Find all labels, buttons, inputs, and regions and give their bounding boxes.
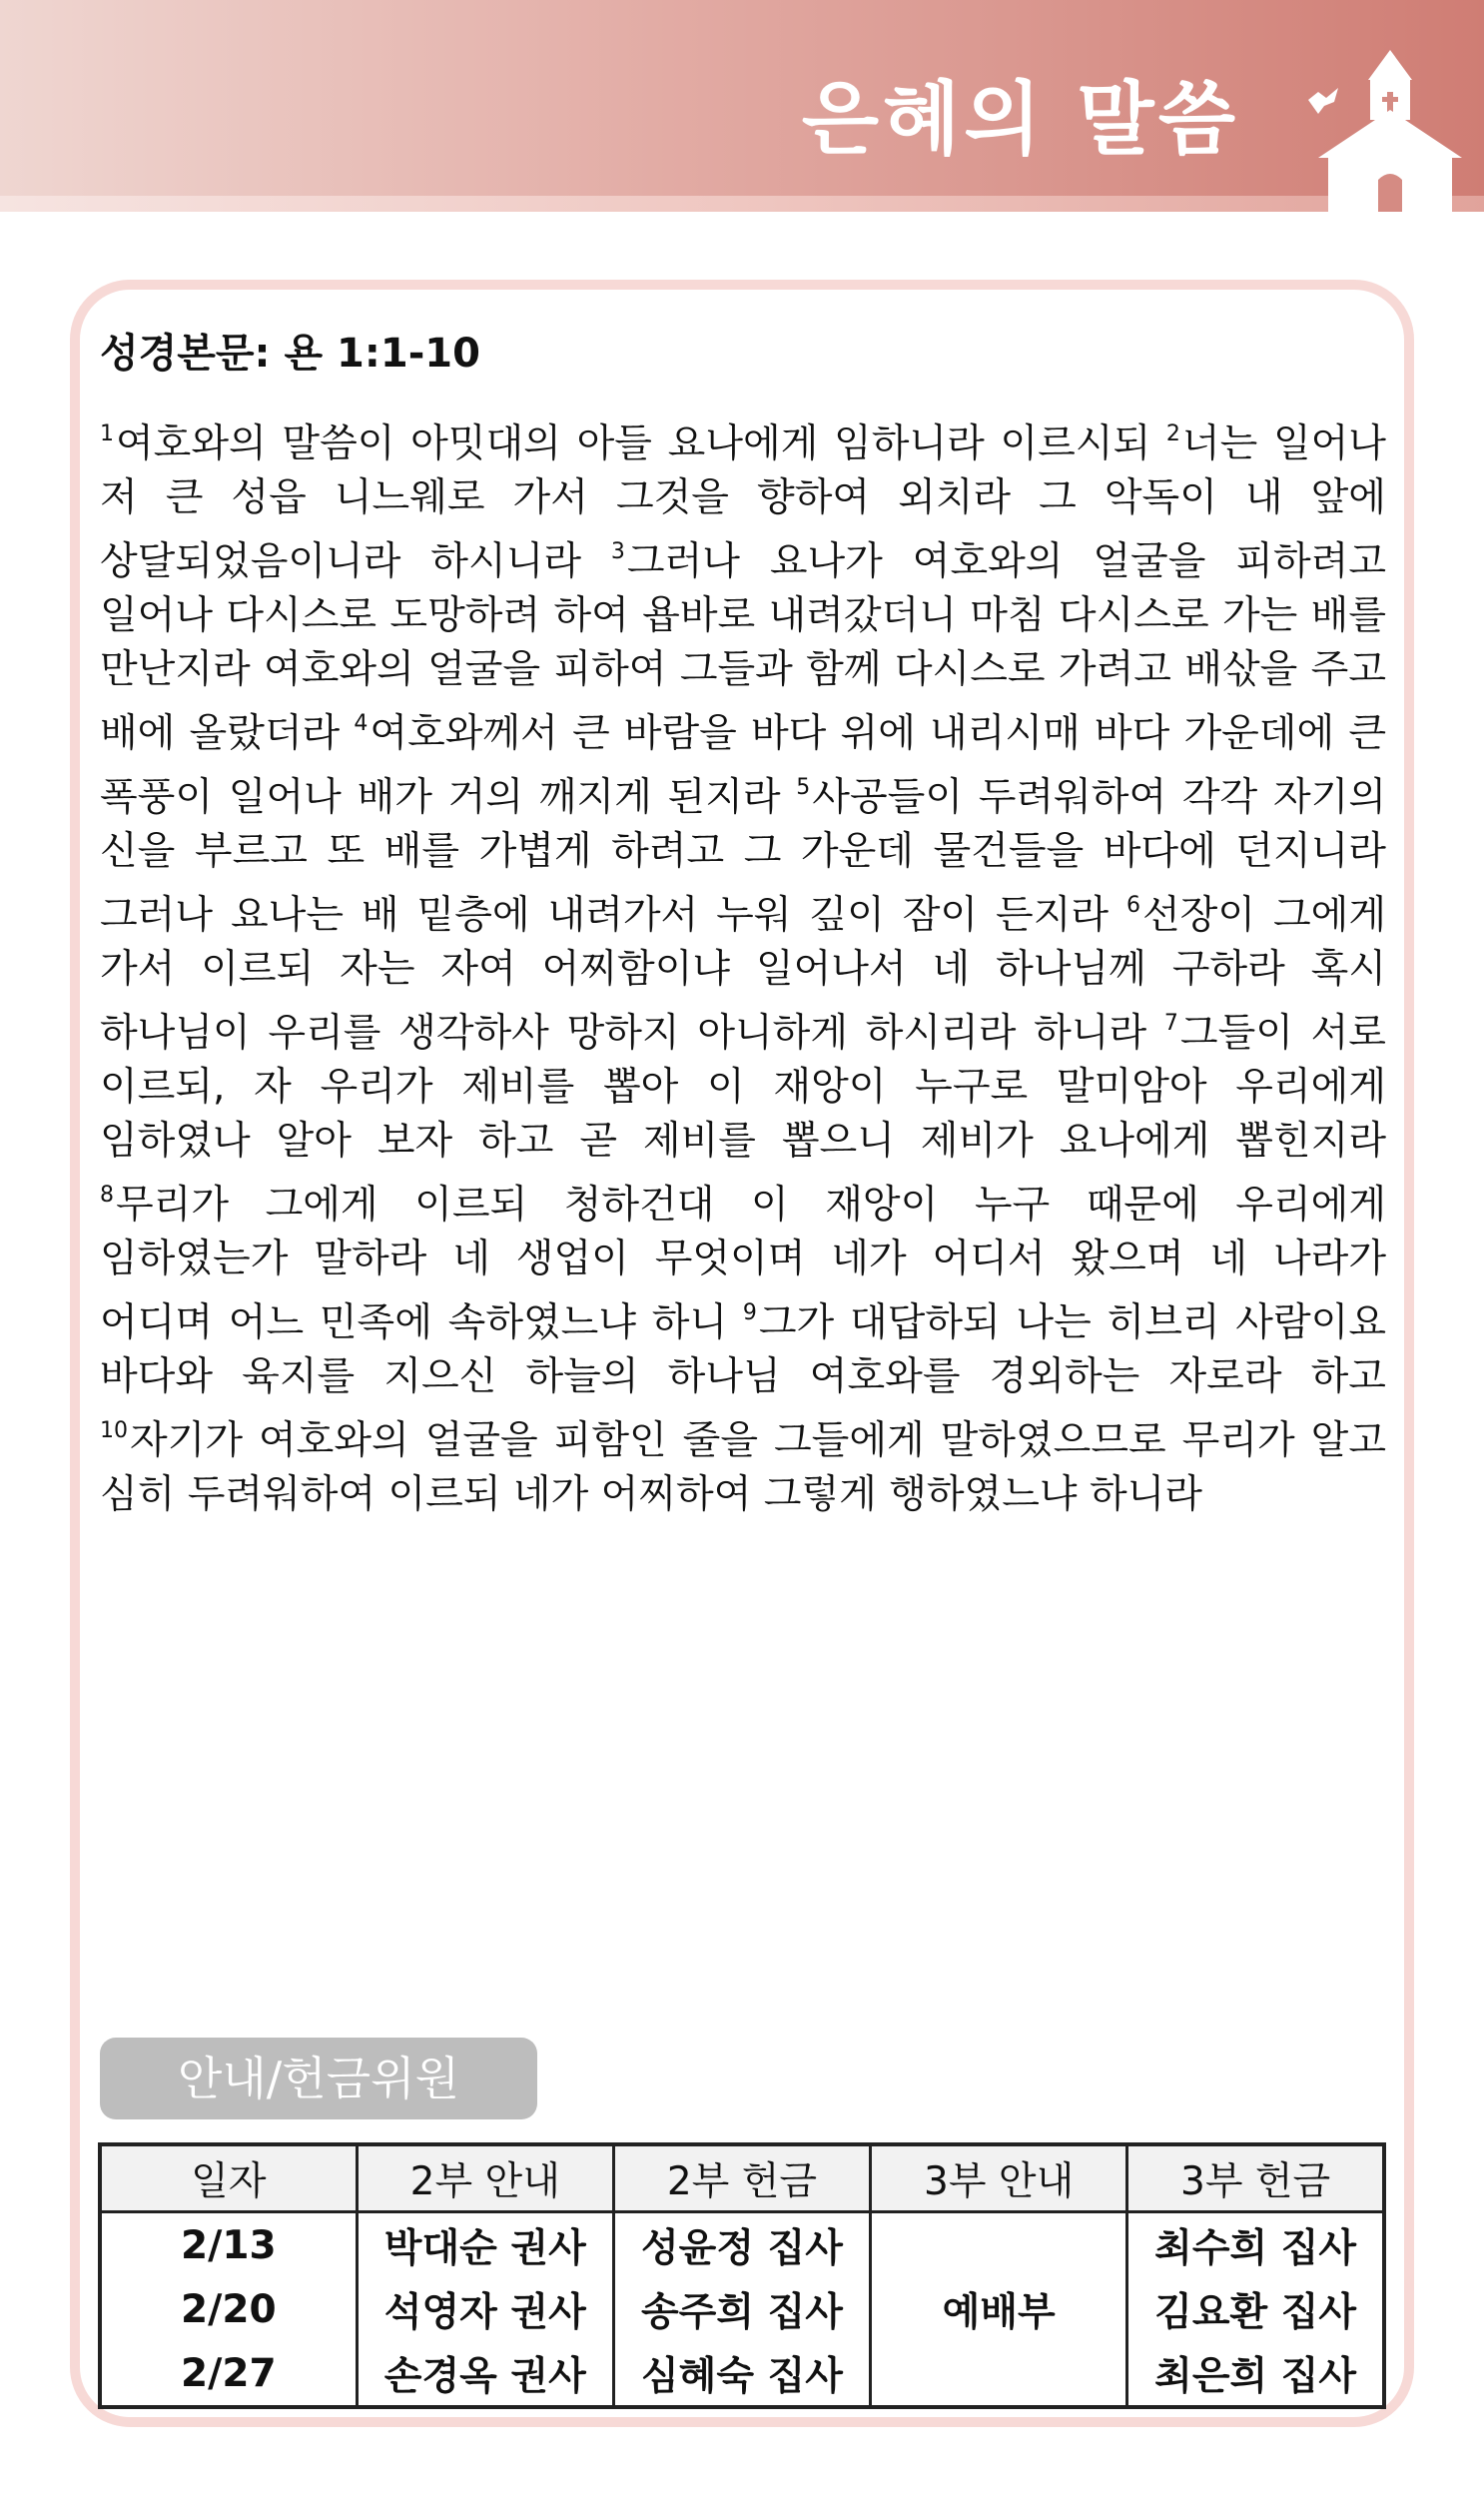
table-header-row (100, 2144, 1384, 2212)
verse-number: 2 (1165, 421, 1180, 446)
verse-number: 9 (742, 1300, 757, 1325)
page-title: 은혜의 말씀 (801, 73, 1239, 166)
date-cell: 2/13 (100, 2212, 357, 2278)
table-row (100, 2277, 1384, 2341)
offering-3-cell: 최은희 집사 (1127, 2341, 1384, 2407)
verse-text: 그가 대답하되 나는 히브리 사람이요 바다와 육지를 지으신 하늘의 하나님 여호와를 경외하는 자로라 하고 (100, 1300, 1386, 1399)
column-header: 2부 헌금 (613, 2144, 870, 2212)
verse-text: 여호와의 말씀이 아밋대의 아들 요나에게 임하니라 이르시되 (116, 421, 1166, 466)
offering-3-cell: 김요환 집사 (1127, 2277, 1384, 2341)
column-header: 2부 안내 (357, 2144, 613, 2212)
roster-table (98, 2142, 1386, 2409)
usher-3-cell: 예배부 (871, 2212, 1127, 2408)
usher-2-cell: 손경옥 권사 (357, 2341, 613, 2407)
header-strip (0, 196, 1484, 212)
verse-text: 너는 일어나 저 큰 성읍 니느웨로 가서 그것을 향하여 외치라 그 악독이 내 앞에 상달되었음이니라 하시니라 (100, 421, 1386, 584)
usher-2-cell: 석영자 권사 (357, 2277, 613, 2341)
offering-2-cell: 심혜숙 집사 (613, 2341, 870, 2407)
verse-text: 무리가 그에게 이르되 청하건대 이 재앙이 누구 때문에 우리에게 임하였는가 말하라 네 생업이 무엇이며 네가 어디서 왔으며 네 나라가 어디며 어느 민족에 속하였느냐 하니 (100, 1183, 1386, 1345)
scripture-text (100, 408, 1386, 1522)
header-banner (0, 0, 1484, 212)
column-header: 3부 헌금 (1127, 2144, 1384, 2212)
verse-text: 선장이 그에게 가서 이르되 자는 자여 어찌함이냐 일어나서 네 하나님께 구하라 혹시 하나님이 우리를 생각하사 망하지 아니하게 하시리라 하니라 (100, 893, 1386, 1056)
church-icon (1278, 40, 1478, 212)
table-row (100, 2341, 1384, 2407)
verse-number: 3 (610, 539, 625, 564)
verse-number: 7 (1163, 1011, 1178, 1036)
usher-2-cell: 박대순 권사 (357, 2212, 613, 2278)
verse-text: 사공들이 두려워하여 각각 자기의 신을 부르고 또 배를 가볍게 하려고 그 가운데 물건들을 바다에 던지니라 그러나 요나는 배 밑층에 내려가서 누워 깊이 잠이 든지라 (100, 775, 1386, 938)
date-cell: 2/20 (100, 2277, 357, 2341)
verse-text: 그러나 요나가 여호와의 얼굴을 피하려고 일어나 다시스로 도망하려 하여 욥바로 내려갔더니 마침 다시스로 가는 배를 만난지라 여호와의 얼굴을 피하여 그들과 함께 다시스로 가려고 배삯을 주고 배에 올랐더라 (100, 539, 1386, 756)
date-cell: 2/27 (100, 2341, 357, 2407)
column-header: 일자 (100, 2144, 357, 2212)
offering-2-cell: 송주희 집사 (613, 2277, 870, 2341)
table-row (100, 2212, 1384, 2278)
verse-number: 4 (354, 711, 369, 736)
verse-number: 6 (1126, 893, 1140, 918)
verse-number: 1 (100, 421, 114, 446)
roster-label: 안내/헌금위원 (100, 2038, 537, 2119)
offering-3-cell: 최수희 집사 (1127, 2212, 1384, 2278)
verse-number: 8 (100, 1183, 114, 1208)
column-header: 3부 안내 (871, 2144, 1127, 2212)
scripture-reference: 성경본문: 욘 1:1-10 (100, 331, 480, 377)
verse-number: 10 (100, 1418, 128, 1443)
verse-text: 자기가 여호와의 얼굴을 피함인 줄을 그들에게 말하였으므로 무리가 알고 심히 두려워하여 이르되 네가 어찌하여 그렇게 행하였느냐 하니라 (100, 1418, 1386, 1517)
offering-2-cell: 성윤정 집사 (613, 2212, 870, 2278)
verse-text: 그들이 서로 이르되, 자 우리가 제비를 뽑아 이 재앙이 누구로 말미암아 우리에게 임하였나 알아 보자 하고 곧 제비를 뽑으니 제비가 요나에게 뽑힌지라 (100, 1011, 1386, 1164)
verse-number: 5 (796, 775, 811, 800)
verse-text: 여호와께서 큰 바람을 바다 위에 내리시매 바다 가운데에 큰 폭풍이 일어나 배가 거의 깨지게 된지라 (100, 711, 1386, 820)
